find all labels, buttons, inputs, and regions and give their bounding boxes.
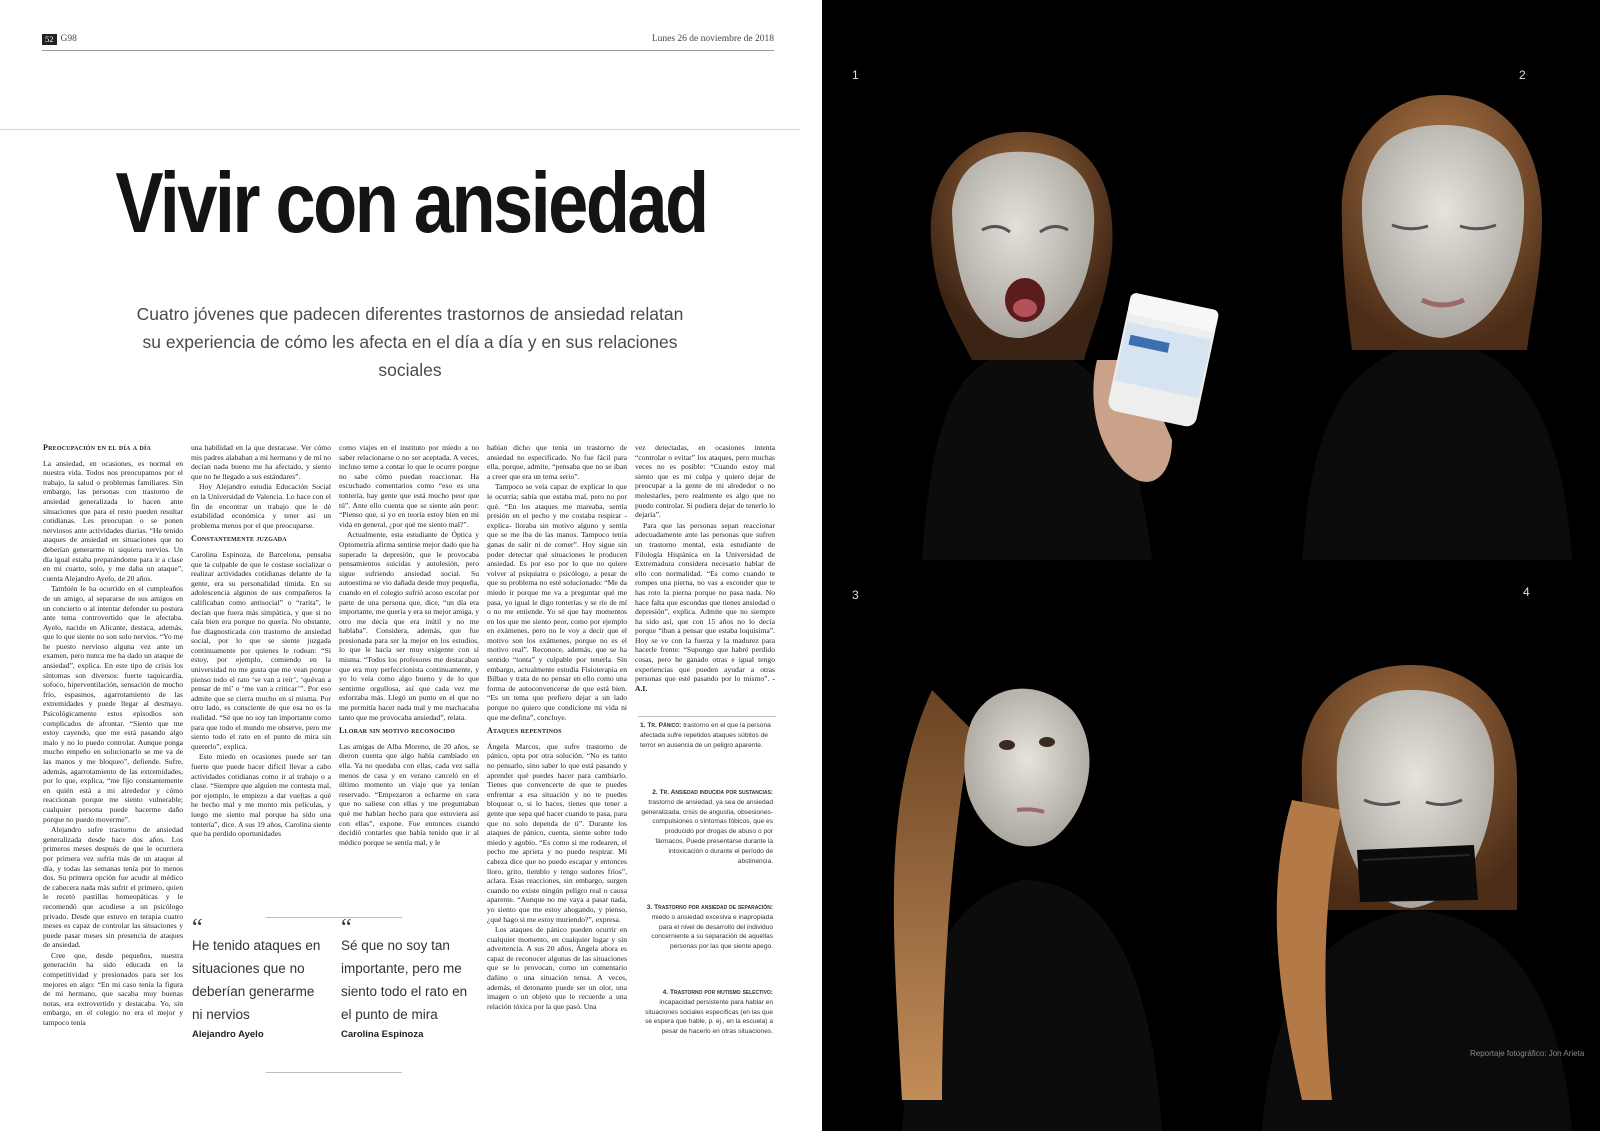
quote-mark: “ (192, 915, 203, 941)
paragraph: como viajes en el instituto por miedo a no saber relacionarse o no ser aceptada. A veces, incluso teme a contar lo que le ocurre porque no sabe cómo puedan reaccionar. Ha escuchado comentarios como “eso es una tontería, hay gente que está mucho peor que tú”. Ante ello cuenta que se siente aún peor: “Pienso que, si yo en teoría estoy bien en mi vida en general, ¿por qué me siento mal?”. (339, 443, 479, 529)
section-heading: Llorar sin motivo reconocido (339, 726, 456, 736)
section-heading: Ataques repentinos (487, 726, 562, 736)
glossary-term: 1. Tr. Pánico: (640, 722, 682, 729)
paragraph-text: Para que las personas sepan reaccionar adecuadamente ante las personas que sufren un trastorno mental, esta estudiante de Filología Hispánica en la Universidad de Extremadura considera necesario hablar de ello con normalidad. “Es como cuando te rompes una pierna, no vas a esconder que te has roto la pierna porque no pasa nada. No hace falta que escondas que tienes ansiedad o depresión”, explica. Admite que no siempre ha sido así, que con 15 años no lo decía porque “iban a pensar que estaba loquísima”. Hoy se ve con la fuerza y la madurez para hacerle frente: “Supongo que habré perdido cosas, pero he ganado otras e igual tengo experiencias que pueden ayudar a otras personas que esté pasando por lo mismo”. (635, 520, 775, 684)
photo-2-sad-woman (1242, 0, 1600, 560)
paragraph: Alejandro sufre trastorno de ansiedad generalizada desde hace dos años. Los primeros meses después de que le ocurriera por primera vez sufría más de un ataque al día, y todas las semanas tenía por lo menos dos. Su primera opción fue acudir al médico de cabecera nada más sufrir el primero, quien le recetó pastillas homeopáticas y le recomendó que acudiese a un psicólogo privado. Desde que estuvo en terapia cuatro meses es capaz de controlar las situaciones y puede pasar meses sin presencia de ataques de ansiedad. (43, 825, 183, 950)
paragraph: habían dicho que tenía un trastorno de ansiedad no especificado. No fue fácil para ella, porque, admite, “pensaba que no se iban a creer que era un tema serio”. (487, 443, 627, 481)
glossary-term: 4. Trastorno por mutismo selectivo: (662, 989, 773, 996)
glossary-term: 2. Tr. Ansiedad inducida por sustancias: (652, 789, 773, 796)
author-signature: -A.I. (635, 674, 775, 693)
paragraph: Carolina Espinoza, de Barcelona, pensaba que la culpable de que le costase socializar o realizar actividades cotidianas delante de la gente, era su personalidad tímida. En su adolescencia algunos de sus compañeros la calificaban como antisocial” o “rarita”, le decían que fuera más simpática, y que si no caía bien era porque no quería. No obstante, fue diagnosticada con trastorno de ansiedad social, por lo que se siente juzgada continuamente por quienes le rodean: “Si estoy, por ejemplo, comiendo en la universidad no me gusta que me vean porque pienso todo el rato ‘se van a reír’, ‘quévan a pensar de mí’ o ‘me van a criticar’”. Por eso admite que se cierra mucho en sí misma. Por otro lado, es consciente de que esa no es la realidad. “Sé que no soy tan importante como para que todo el mundo me observe, pero me siento todo el rato en el punto de mira sin quererlo”, explica. (191, 549, 331, 751)
photo-number: 4 (1523, 585, 1530, 599)
quote-divider-bottom (266, 1072, 402, 1073)
photo-number: 1 (852, 68, 859, 82)
paragraph: Cree que, desde pequeños, nuestra generación ha sido educada en la competitividad y presionados para ser los mejores en algo: “En mi caso tenía la figura de mi hermano, que sacaba muy buenas notas, era extrovertido y destacaba. Yo, sin embargo, en el colegio no era el mejor y tampoco tenía (43, 950, 183, 1028)
article-subtitle: Cuatro jóvenes que padecen diferentes trastornos de ansiedad relatan su experiencia de cómo les afecta en el día a día y en sus relaciones sociales (136, 304, 684, 380)
quote-author: Alejandro Ayelo (192, 1029, 264, 1040)
paragraph: Actualmente, esta estudiante de Óptica y Optometría afirma sentirse mejor dado que ha superado la depresión, que le provocaba pensamientos suicidas y autolesión, pero sigue sufriendo ansiedad social. Su autoestima se vio dañada desde muy pequeña, cuando en el colegio sufrió acoso escolar por parte de una persona que, dice, “un día era importante, me quería y era su mejor amiga, y otro me decía que era inútil y no me hablaba”. Considera, además, que fue presionada para ser la mejor en los estudios, lo que le hacía ser muy exigente con sí misma. “Todos los profesores me destacaban que era muy perfeccionista continuamente, y yo lo veía como algo bueno y de lo que sentirme orgullosa, así que cada vez me esforzaba más. Llegó un punto en el que no me permitía hacer nada mal y me machacaba tanto que me provocaba ansiedad”, relata. (339, 530, 479, 722)
glossary-divider (638, 716, 776, 717)
quote-divider-top (266, 917, 402, 918)
paragraph (635, 521, 775, 694)
quote-author: Carolina Espinoza (341, 1029, 424, 1040)
section-heading: Preocupación en el día a día (43, 443, 152, 452)
article-column-5 (635, 443, 775, 703)
quote-mark: “ (341, 915, 352, 941)
pull-quote (341, 915, 476, 1041)
photo-credit: Reportaje fotográfico: Jon Arieta (1470, 1049, 1585, 1058)
article-column-3 (339, 443, 479, 913)
quote-text: He tenido ataques en situaciones que no deberían generarme ni nervios (192, 938, 321, 1022)
glossary-term: 3. Trastorno por ansiedad de separación: (646, 904, 773, 911)
glossary-definition: incapacidad persistente para hablar en situaciones sociales específicas (en las que se espera que hable, p. ej., en la escuela) a pesar de hacerlo en otras situaciones. (645, 998, 773, 1036)
paragraph: Este miedo en ocasiones puede ser tan fuerte que puede hacer difícil llevar a cabo actividades cotidianas como ir al trabajo o a clase. “Siempre que alguien me contesta mal, por ejemplo, le empiezo a dar vueltas a qué he hecho mal y me monto mis películas, y luego me siento mal porque ha sido una tontería”, dice. A sus 19 años, Carolina siente que ha perdido oportunidades (191, 752, 331, 839)
glossary-entry (640, 903, 773, 952)
page-number: 52 (42, 34, 57, 45)
photo-number: 3 (852, 588, 859, 602)
paragraph: Tampoco se veía capaz de explicar lo que le ocurría; sabía que estaba mal, pero no por qué. “En los ataques me mareaba, sentía presión en el pecho y me costaba respirar -explica- lloraba sin motivo alguno y sentía que se me iba de las manos. Tampoco tenía ganas de salir ni de comer”. Hoy sigue sin poder detectar qué situaciones le producen ansiedad. Es por eso por lo que no quiere volver al psiquiatra o psicólogo, a pesar de que su problema no esté solucionado: “Me da miedo ir porque me va a preguntar qué me pasa, yo igual le digo tonterías y se ríe de mí o no me entiende. Yo sé que hay momentos en los que me siento peor, como por ejemplo en exámenes, pero no le voy a decir que el motivo son los exámenes, porque no es el motivo real”. Reconoce, además, que se ha sentido “tonta” y culpable por tenerla. Sin embargo, actualmente estudia Fisioterapia en Bilbao y trata de no pensar en ello como una forma de autoconvencerse de que está bien. “Es un tema que prefiero dejar a un lado porque no quiero que condicione mi vida ni que me defina”, concluye. (487, 482, 627, 722)
paragraph: Hoy Alejandro estudia Educación Social en la Universidad de Valencia. Lo hace con el fin de encontrar un trabajo que le dé estabilidad económica y tener así un problema menos por el que preocuparse. (191, 482, 331, 530)
paragraph: una habilidad en la que destacase. Ver cómo mis padres alababan a mi hermano y de mí no decían nada bueno me ha afectado, y siento que no he llegado a sus estándares”. (191, 443, 331, 481)
header-divider (0, 129, 800, 130)
glossary-definition: trastorno en el que la persona afectada sufre repetidos ataques súbitos de terror en ausencia de un peligro aparente. (640, 722, 771, 749)
article-column-1 (43, 443, 183, 1083)
photo-spread (822, 0, 1600, 1131)
pull-quote (192, 915, 327, 1041)
paragraph: Ángela Marcos, que sufre trastorno de pánico, opta por otra solución. “No es tanto no pensarlo, sino saber lo que está pasando y aprender qué puedes hacer para cambiarlo. Tienes que convencerte de que te puedes enfrentar a esa situación y no te puedes bloquear o, si lo haces, tienes que tener a gente que sepa qué hacer cuando te pasa, para que no solo dependa de ti”. Durante los ataques de pánico, cuenta, siente sobre todo miedo y agobio. “Es como si me rodearen, el pecho me aprieta y no puedo respirar. Mi cabeza dice que no puedo escapar y entonces lloro, grito, tiemblo y tengo sudores fríos”, aclara. Esas reacciones, sin embargo, surgen cuando no existe ningún peligro real o causa aparente. “Aunque no me vaya a pasar nada, yo siento que me estoy ahogando, y pienso, ¿qué hago si me estoy muriendo?”, expresa. (487, 741, 627, 924)
glossary-entry (640, 721, 773, 750)
paragraph: Los ataques de pánico pueden ocurrir en cualquier momento, en cualquier lugar y sin advertencia. A sus 20 años, Ángela ahora es capaz de reconocer algunas de las situaciones que se lo provocan, como un comentario dañino o una situación tensa. A veces, además, el detonante puede ser un olor, una imagen o un objeto que le recuerde a una relación tóxica por la que pasó. Una (487, 925, 627, 1011)
photo-3-looking-up-woman (822, 580, 1242, 1131)
section-heading: Constantemente juzgada (191, 534, 287, 544)
glossary-definition: miedo o ansiedad excesiva e inapropiada para el nivel de desarrollo del individuo concerniente a su separación de aquellas personas por las que siente apego. (651, 913, 773, 951)
glossary-entry (640, 988, 773, 1037)
article-column-2 (191, 443, 331, 913)
glossary-entry (640, 788, 773, 866)
photo-number: 2 (1519, 68, 1526, 82)
article-title: Vivir con ansiedad (115, 156, 707, 251)
article-column-4 (487, 443, 627, 1083)
section-name: G98 (60, 34, 77, 44)
paragraph: vez detectadas, en ocasiones intenta “controlar o evitar” los ataques, pero muchas veces no es posible: “Cuando estoy mal siento que es mi culpa y quiero dejar de preocupar a la gente de mi alrededor o no molestarles, pero realmente es algo que no puedo controlar. Si pudiera dejar de tenerlo lo dejaría”. (635, 443, 775, 520)
paragraph: Las amigas de Alba Moreno, de 20 años, se dieron cuenta que algo había cambiado en ella. Ya no quedaba con ellas, cada vez salía menos de casa y en verano canceló en el último momento un viaje que ya tenían reservado. “Empezaron a echarme en cara que no saliese con ellas y me preguntaban qué me habían hecho para que estuviera así con ellas”, expone. Fue entonces cuando decidió contarles que había tenido que ir al médico porque se sentía mal, y le (339, 741, 479, 847)
glossary-definition: trastorno de ansiedad, ya sea de ansiedad generalizada, crisis de angustia, obsesiones-compulsiones o síntomas fóbicos, que es producido por drogas de abuso o por fármacos. Puede presentarse durante la intoxicación o durante el período de abstinencia. (641, 798, 773, 865)
paragraph: También le ha ocurrido en el cumpleaños de un amigo, al separarse de sus amigos en un concierto o al intentar defender su postura ante tema controvertido que le afectaba. Ayelo, nacido en Alicante, destaca, además, que lo que siente no son solo nervios. “Yo me he puesto nervioso alguna vez ante un examen, pero nunca me ha dado un ataque de ansiedad”, explica. En este tipo de crisis los síntomas son diversos: fuerte taquicardia, sofoco, hiperventilación, sensación de mucho frío, espasmos, agarrotamiento de las extremidades y puede llegar al desmayo. Psicológicamente estos episodios son complicados de afrontar. “Siento que me estoy cayendo, que me está pasando algo malo y no lo puedo controlar. Aunque ponga mucho empeño en solucionarlo se me va de las manos y me bloqueo”, defiende. Sufre, además, agarrotamiento de las extremidades, por lo que, explica, “me fijo constantemente en quién está a mi alrededor y cómo reaccionan porque me siento vulnerable; cualquier persona puede hacerme daño porque no puedo moverme”. (43, 584, 183, 824)
quote-text: Sé que no soy tan importante, pero me siento todo el rato en el punto de mira (341, 938, 468, 1022)
issue-date: Lunes 26 de noviembre de 2018 (651, 34, 774, 44)
paragraph: La ansiedad, en ocasiones, es normal en nuestra vida. Todos nos preocupamos por el trabajo, la salud o problemas familiares. Sin embargo, las personas con trastorno de ansiedad generalizada lo hacen ante situaciones que para el resto pueden resultar cotidianas. Les preocupan o se ponen nerviosos ante actividades diarias. “He tenido ataques de ansiedad en situaciones que no deberían generarme ni siquiera nervios. Un día igual estaba preparándome para ir a clase en mi cuarto, solo, y me daba un ataque”, cuenta Alejandro Ayelo, de 20 años. (43, 458, 183, 583)
page-header (42, 34, 774, 51)
pill-jar-in-hand (1077, 290, 1227, 490)
